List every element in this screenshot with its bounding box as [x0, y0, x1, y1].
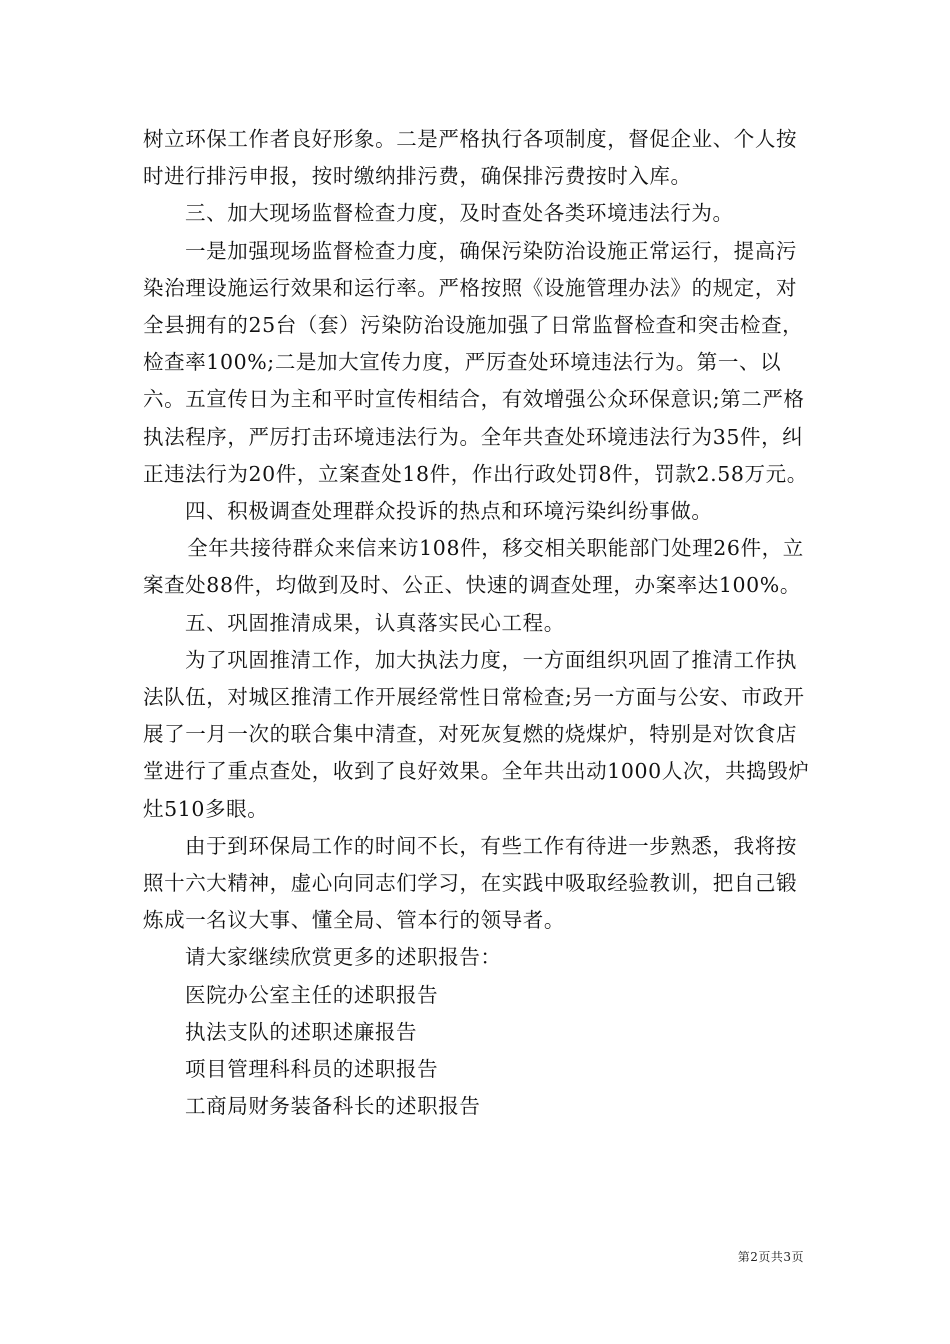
paragraph-continuation: 树立环保工作者良好形象。二是严格执行各项制度，督促企业、个人按时进行排污申报，按时缴纳排污费，确保排污费按时入库。 — [143, 127, 798, 189]
related-report-link[interactable]: 医院办公室主任的述职报告 — [185, 982, 439, 1007]
paragraph-body: 为了巩固推清工作，加大执法力度，一方面组织巩固了推清工作执法队伍，对城区推清工作开展经常性日常检查;另一方面与公安、市政开展了一月一次的联合集中清查，对死灰复燃的烧煤炉，特别是对饮食店堂进行了重点查处，收到了良好效果。全年共出动1000人次，共捣毁炉灶510多眼。 — [143, 647, 810, 821]
page-number: 第2页共3页 — [737, 1250, 804, 1264]
related-report-link[interactable]: 工商局财务装备科长的述职报告 — [185, 1094, 481, 1119]
section-heading-5: 五、巩固推清成果，认真落实民心工程。 — [185, 610, 565, 635]
related-report-link[interactable]: 项目管理科科员的述职报告 — [185, 1057, 439, 1082]
section-heading-3: 三、加大现场监督检查力度，及时查处各类环境违法行为。 — [185, 201, 734, 226]
document-body — [143, 121, 813, 1125]
paragraph-body: 一是加强现场监督检查力度，确保污染防治设施正常运行，提高污染治理设施运行效果和运行率。严格按照《设施管理办法》的规定，对全县拥有的25台（套）污染防治设施加强了日常监督检查和突击检查，检查率100%;二是加大宣传力度，严厉查处环境违法行为。第一、以六。五宣传日为主和平时宣传相结合，有效增强公众环保意识;第二严格执法程序，严厉打击环境违法行为。全年共查处环境违法行为35件，纠正违法行为20件，立案查处18件，作出行政处罚8件，罚款2.58万元。 — [143, 238, 808, 486]
related-report-link[interactable]: 执法支队的述职述廉报告 — [185, 1019, 418, 1044]
section-heading-4: 四、积极调查处理群众投诉的热点和环境污染纠纷事做。 — [185, 499, 713, 524]
related-reports-intro: 请大家继续欣赏更多的述职报告： — [185, 945, 502, 970]
paragraph-body: 全年共接待群众来信来访108件，移交相关职能部门处理26件，立案查处88件，均做到及时、公正、快速的调查处理，办案率达100%。 — [143, 536, 804, 598]
paragraph-conclusion: 由于到环保局工作的时间不长，有些工作有待进一步熟悉，我将按照十六大精神，虚心向同志们学习，在实践中吸取经验教训，把自己锻炼成一名议大事、懂全局、管本行的领导者。 — [143, 833, 798, 933]
